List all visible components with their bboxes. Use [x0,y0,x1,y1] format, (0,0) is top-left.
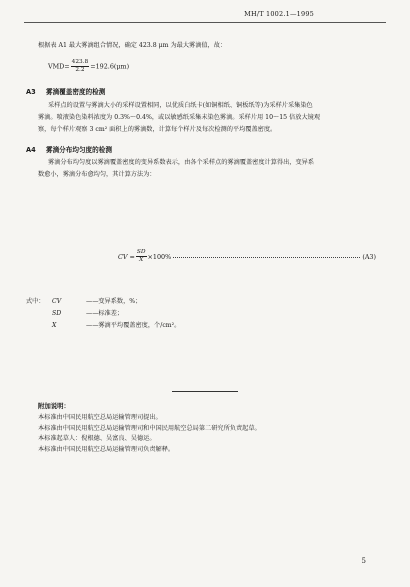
section-a3-body-line-2: 雾滴。喷液染色染料浓度为 0.3%～0.4%，或以敏感纸采集未染色雾滴。采样片用 10～15 倍放大镜观 [38,114,321,121]
cv-numerator: SD [136,249,146,255]
note-line: 本标准由中国民用航空总局运输管理司提出。 [38,414,162,421]
definitions-prefix: 式中： [26,298,45,305]
vmd-equation-rhs: =192.6(μm) [90,62,130,71]
section-divider [172,391,238,392]
standard-code-header: MH/T 1002.1—1995 [244,10,314,18]
vmd-equation [48,59,129,79]
intro-line: 根据表 A1 最大雾滴组合情况，确定 423.8 μm 为最大雾滴值，故： [38,42,227,49]
section-a4-title: 雾滴分布均匀度的检测 [46,146,112,154]
cv-formula [118,249,376,264]
page-number: 5 [361,557,366,565]
section-a4-body-line-1: 雾滴分布均匀度以雾滴覆盖密度的变异系数表示，由各个采样点的雾滴覆盖密度计算得出，变异系 [48,159,315,166]
definition-row [26,320,180,332]
vmd-denominator: 2.2 [75,67,85,73]
variable-definitions [26,296,180,332]
definition-text: ——标准差； [86,310,124,317]
note-line: 本标准起草人：倪根德、吴富良、吴德运。 [38,435,156,442]
leader-dots [173,257,360,258]
section-a4-heading [26,144,112,154]
vmd-numerator: 423.8 [71,59,89,65]
definition-symbol: SD [52,310,62,317]
definition-row [26,308,180,320]
vmd-equation-lhs: VMD= [48,62,70,71]
cv-denominator: X [139,257,144,263]
definition-symbol: X [52,322,57,329]
note-line: 本标准由中国民用航空总局运输管理司和中国民用航空总局第二研究所负责起草。 [38,424,261,432]
section-a3-number: A3 [26,88,36,96]
definition-row [26,296,180,308]
section-a3-body-line-1: 采样点的设置与雾滴大小的采样设置相同，以优质白纸卡(如铜相纸、铜板纸等)为采样片采集染色 [48,102,313,109]
section-a3-heading [26,86,105,96]
formula-reference: (A3) [362,252,376,261]
cv-fraction [136,249,147,264]
section-a4-number: A4 [26,146,36,154]
definition-text: ——雾滴平均覆盖密度，个/cm²。 [86,322,181,329]
section-a3-body-line-3: 察，每个样片观察 3 cm² 面积上的雾滴数，计算每个样片及每次检测的平均覆盖密度。 [38,126,277,133]
definition-text: ——变异系数，%； [86,298,142,305]
header-rule [24,22,386,23]
section-a4-body-line-2: 数愈小，雾滴分布愈均匀，其计算方法为： [38,171,156,178]
definition-symbol: CV [52,298,62,305]
section-a3-title: 雾滴覆盖密度的检测 [46,88,106,96]
note-line: 本标准由中国民用航空总局运输管理司负责解释。 [38,445,175,453]
vmd-fraction [71,59,90,74]
cv-formula-lhs: CV = [118,252,135,261]
notes-list [38,413,261,455]
cv-formula-rhs: ×100% [147,252,172,261]
notes-title: 附加说明： [38,402,70,410]
